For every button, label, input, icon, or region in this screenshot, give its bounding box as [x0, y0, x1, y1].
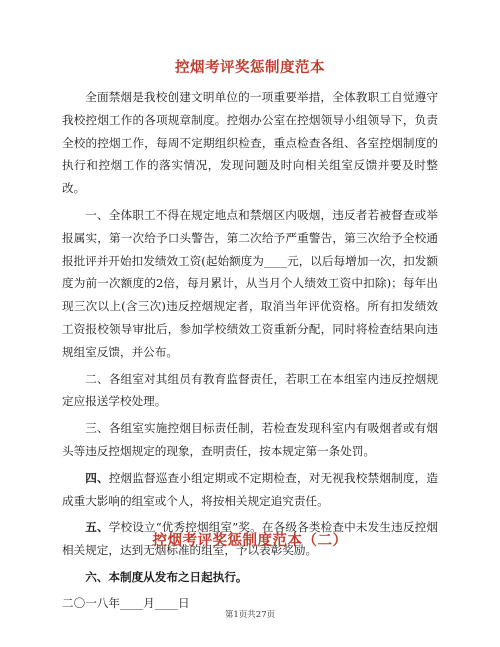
clause-4-number: 四、: [85, 470, 109, 485]
page-number: 第1页共27页: [224, 610, 276, 620]
paragraph-clause-4: 四、控烟监督巡查小组定期或不定期检查，对无视我校禁烟制度，造成重大影响的组室或个人，将按相关规定追究责任。: [62, 470, 438, 508]
clause-6-text: 六、本制度从发布之日起执行。: [85, 569, 248, 584]
date-line: 二〇一八年____月____日: [62, 595, 190, 610]
paragraph-clause-6: [62, 566, 438, 589]
paragraph-clause-1: 一、全体职工不得在规定地点和禁烟区内吸烟，违反者若被督查或举报属实，第一次给予口头警告，第二次给予严重警告，第三次给予全校通报批评并开始扣发绩效工资(起始额度为____元，以后每增加一次，扣发额度为前一次额度的2倍，每月累计，从当月个人绩效工资中扣除)；每年出现三次以上(含三次)违反控烟规定者，取消当年评优资格。所有扣发绩效工资报校领导审批后，参加学校绩效工资重新分配，同时将检查结果向违规组室反馈，并公布。: [62, 207, 438, 359]
next-section-title: 控烟考评奖惩制度范本（二）: [152, 532, 348, 549]
paragraph-intro: 全面禁烟是我校创建文明单位的一项重要举措，全体教职工自觉遵守我校控烟工作的各项规章制度。控烟办公室在控烟领导小组领导下，负责全校的控烟工作，每周不定期组织检查，重点检查各组、各室控烟制度的执行和控烟工作的落实情况，发现问题及时向相关组室反馈并要及时整改。: [62, 90, 438, 196]
clause-5-number: 五、: [85, 520, 109, 535]
paragraph-clause-3: 三、各组室实施控烟目标责任制，若检查发现科室内有吸烟者或有烟头等违反控烟规定的现象，查明责任，按本规定第一条处罚。: [62, 421, 438, 458]
paragraph-clause-5: 五、学校设立“优秀控烟组室”奖。在各级各类检查中未发生违反控烟相关规定，达到无烟标准的组室，予以表彰奖励。: [62, 520, 438, 558]
paragraph-clause-2: 二、各组室对其组员有教育监督责任，若职工在本组室内违反控烟规定应报送学校处理。: [62, 371, 438, 409]
document-title: 控烟考评奖惩制度范本: [175, 59, 325, 76]
